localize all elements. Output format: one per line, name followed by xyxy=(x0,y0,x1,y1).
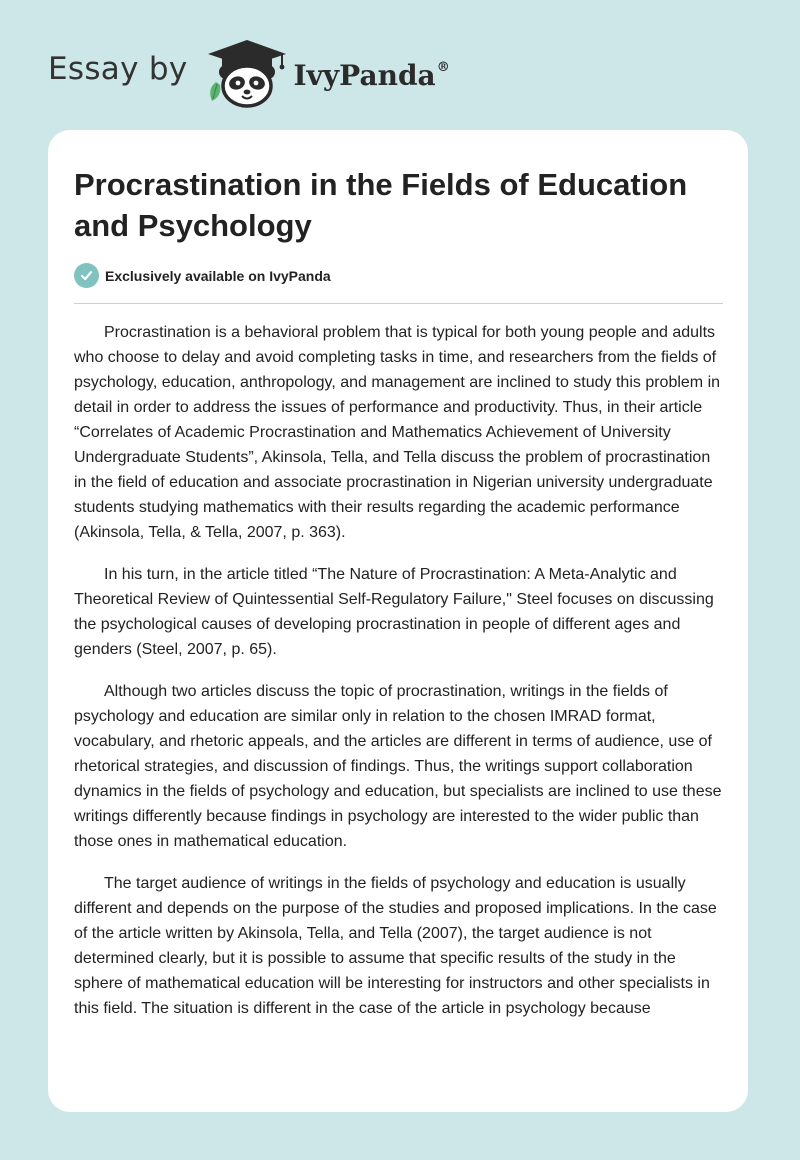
ivypanda-logo-icon[interactable] xyxy=(202,36,292,108)
site-header xyxy=(48,36,450,108)
essay-paragraph: Procrastination is a behavioral problem that is typical for both young people and adults who choose to delay and avoid completing tasks in time, and researchers from the fields of psychology, education, anthropology, and management are inclined to study this problem in detail in order to address the issues of performance and productivity. Thus, in their article “Correlates of Academic Procrastination and Mathematics Achievement of University Undergraduate Students”, Akinsola, Tella, and Tella discuss the problem of procrastination in the field of education and associate procrastination in Nigerian university undergraduate students studying mathematics with their results regarding the academic performance (Akinsola, Tella, & Tella, 2007, p. 363). xyxy=(74,324,721,541)
essay-body xyxy=(74,320,726,1038)
exclusive-badge-text: Exclusively available on IvyPanda xyxy=(105,267,331,284)
registered-mark: ® xyxy=(436,59,450,75)
title-divider xyxy=(74,303,723,304)
essay-paragraph: Although two articles discuss the topic of procrastination, writings in the fields of psychology and education are similar only in relation to the chosen IMRAD format, vocabulary, and rhetoric appeals, and the articles are different in terms of audience, use of rhetorical strategies, and discussion of findings. Thus, the writings support collaboration dynamics in the fields of psychology and education, but specialists are inclined to use these writings differently because findings in psychology are interested to the wider public than those ones in mathematical education. xyxy=(74,683,722,850)
brand-name: IvyPanda® xyxy=(293,58,450,92)
essay-paragraph: In his turn, in the article titled “The Nature of Procrastination: A Meta-Analytic and Theoretical Review of Quintessential Self-Regulatory Failure," Steel focuses on discussing the psychological causes of developing procrastination in people of different ages and genders (Steel, 2007, p. 65). xyxy=(74,566,714,658)
essay-by-label: Essay by xyxy=(48,51,188,87)
check-icon xyxy=(74,263,99,288)
exclusive-badge xyxy=(74,263,331,288)
essay-paragraph: The target audience of writings in the fields of psychology and education is usually different and depends on the purpose of the studies and proposed implications. In the case of the article written by Akinsola, Tella, and Tella (2007), the target audience is not determined clearly, but it is possible to assume that specific results of the study in the sphere of mathematical education will be interesting for instructors and other specialists in this field. The situation is different in the case of the article in psychology because xyxy=(74,875,717,1017)
essay-title: Procrastination in the Fields of Education and Psychology xyxy=(74,167,688,243)
essay-card xyxy=(48,130,748,1112)
